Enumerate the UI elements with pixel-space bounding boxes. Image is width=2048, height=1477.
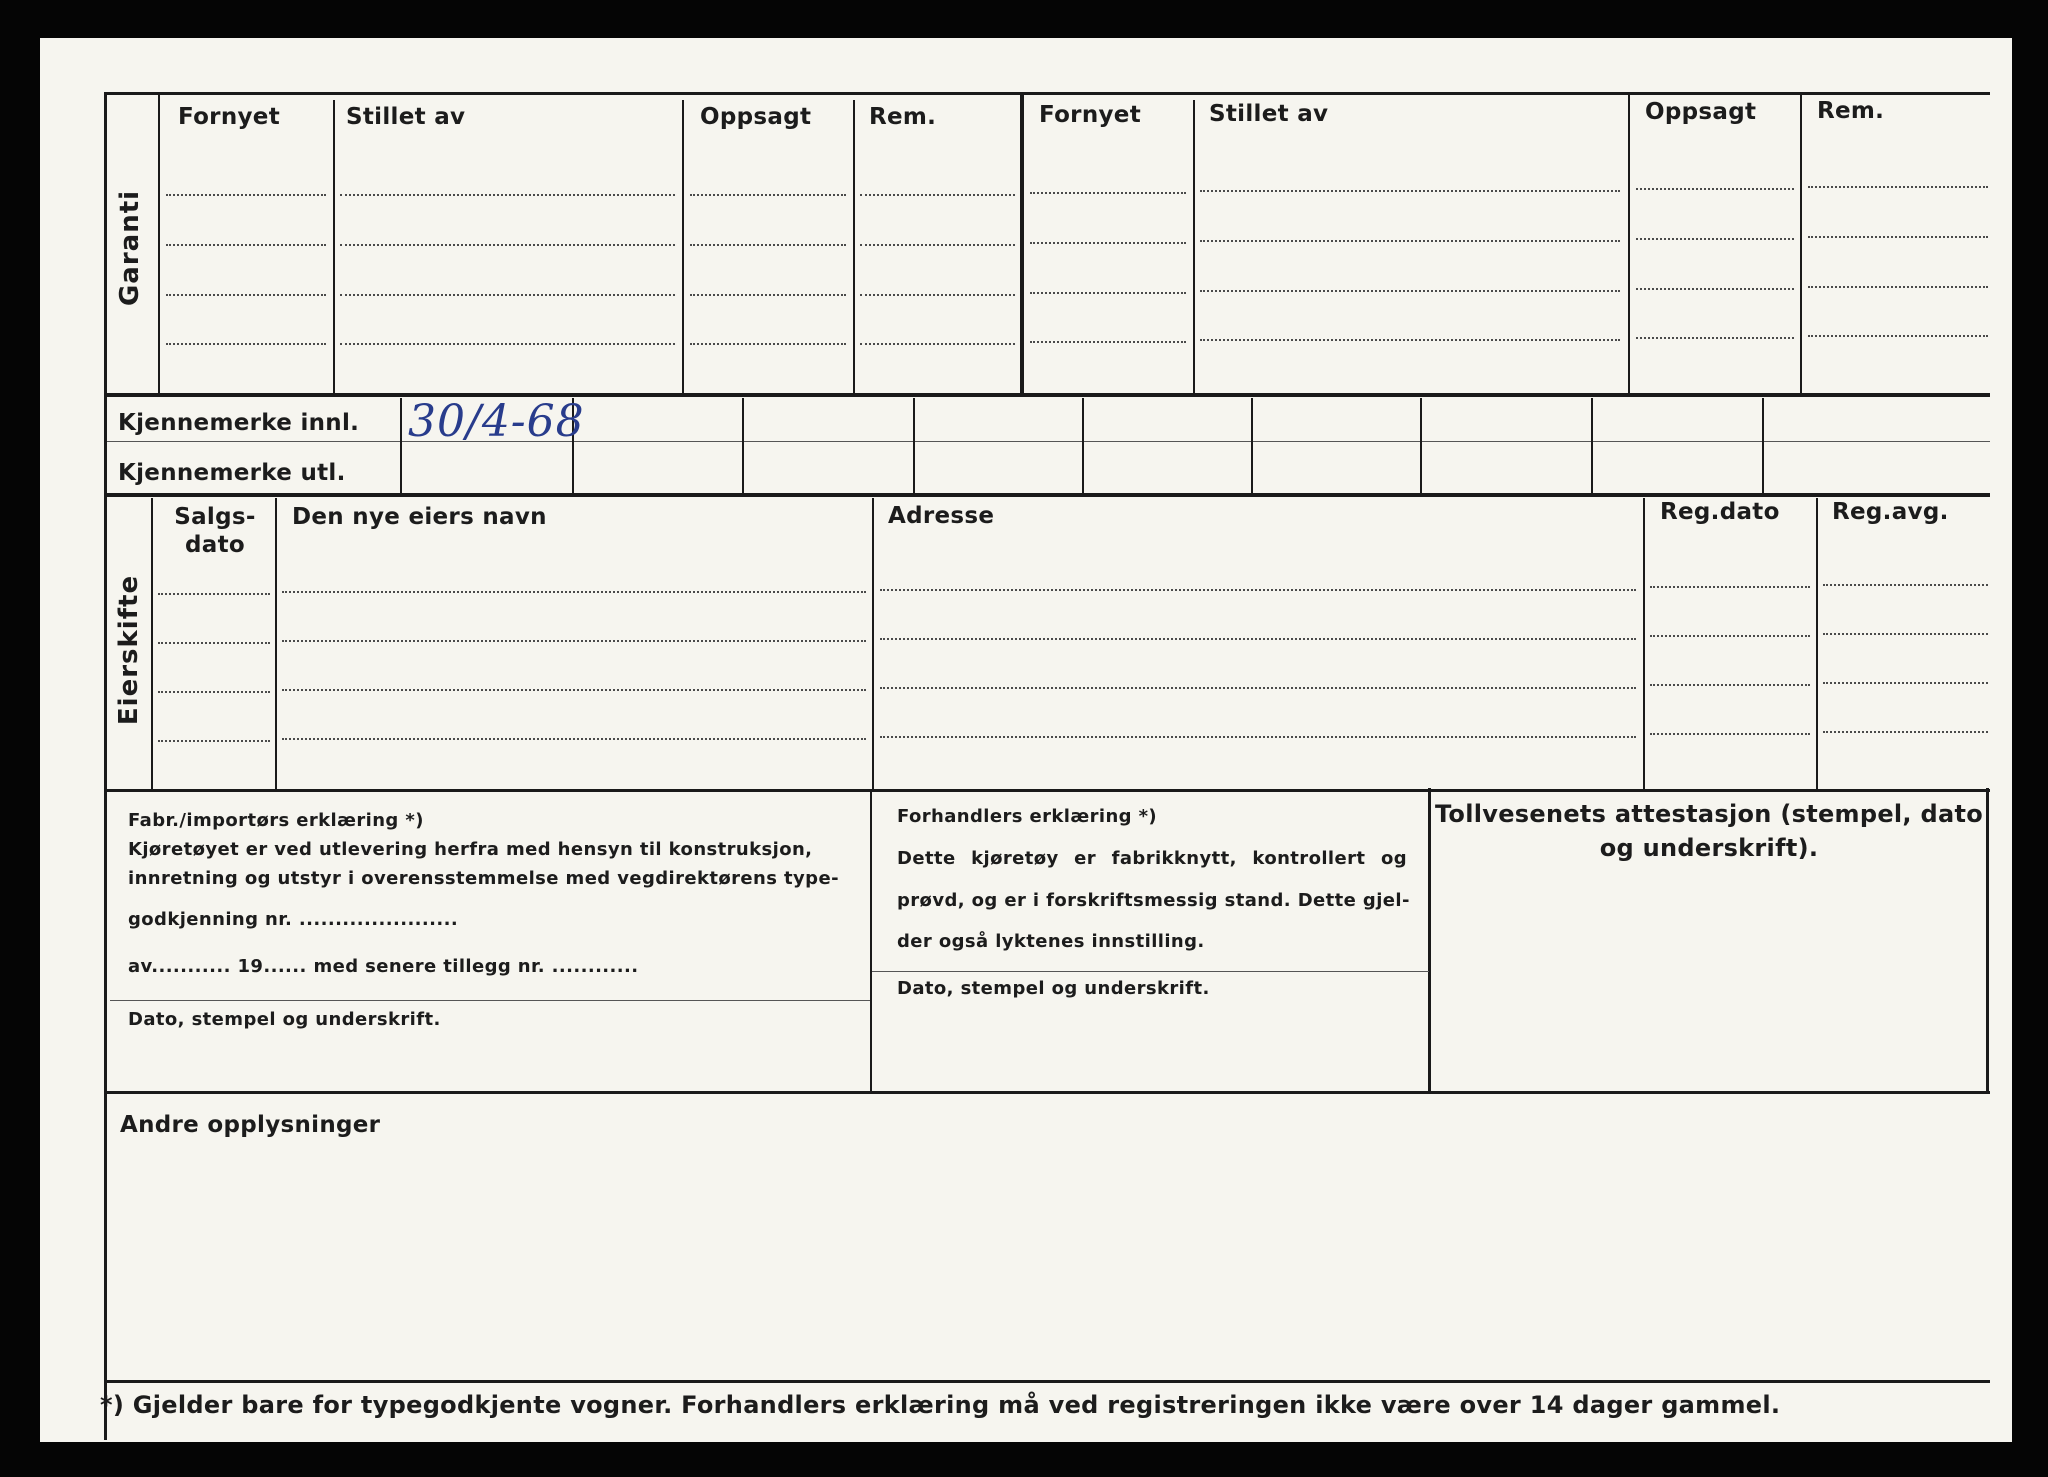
garanti-col-oppsagt-2: Oppsagt: [1645, 99, 1757, 125]
forhandler-text-line3: der også lyktenes innstilling.: [897, 931, 1205, 952]
fabrikant-text-line3: godkjenning nr. ......................: [128, 909, 459, 930]
eierskifte-col-owner-name: Den nye eiers navn: [292, 504, 547, 530]
eierskifte-col-regdato: Reg.dato: [1660, 499, 1780, 525]
registration-card: [40, 38, 2012, 1442]
garanti-col-fornyet-1: Fornyet: [178, 104, 280, 130]
forhandler-title: Forhandlers erklæring *): [897, 806, 1158, 827]
toll-text-line1: Tollvesenets attestasjon (stempel, dato: [1434, 800, 1984, 828]
eierskifte-col-regavg: Reg.avg.: [1832, 499, 1949, 525]
kjennemerke-innl-label: Kjennemerke innl.: [118, 410, 360, 436]
fabrikant-text-line4: av........... 19...... med senere tillegg nr. ............: [128, 956, 639, 977]
garanti-col-oppsagt-1: Oppsagt: [700, 104, 812, 130]
andre-opplysninger-label: Andre opplysninger: [120, 1112, 381, 1138]
kjennemerke-utl-label: Kjennemerke utl.: [118, 460, 346, 486]
garanti-col-rem-1: Rem.: [869, 104, 937, 130]
fabrikant-title: Fabr./importørs erklæring *): [128, 810, 424, 831]
garanti-col-stillet-av-2: Stillet av: [1209, 101, 1329, 127]
toll-text-line2: og underskrift).: [1599, 834, 1819, 862]
garanti-col-rem-2: Rem.: [1817, 98, 1885, 124]
eierskifte-col-salgsdato-line1: Salgs-: [174, 504, 256, 530]
forhandler-text-line1: Dette kjøretøy er fabrikknytt, kontrollert og: [897, 848, 1407, 869]
eierskifte-col-address: Adresse: [888, 503, 995, 529]
forhandler-signature-label: Dato, stempel og underskrift.: [897, 978, 1210, 999]
fabrikant-text-line1: Kjøretøyet er ved utlevering herfra med hensyn til konstruksjon,: [128, 839, 813, 860]
fabrikant-signature-label: Dato, stempel og underskrift.: [128, 1009, 441, 1030]
kjennemerke-innl-handwritten-value: 30/4-68: [408, 396, 585, 447]
garanti-col-stillet-av-1: Stillet av: [346, 104, 466, 130]
eierskifte-side-label: Eierskifte: [114, 574, 144, 726]
garanti-col-fornyet-2: Fornyet: [1039, 102, 1141, 128]
garanti-side-label: Garanti: [115, 189, 145, 307]
eierskifte-col-salgsdato-line2: dato: [185, 532, 245, 558]
footnote: *) Gjelder bare for typegodkjente vogner. Forhandlers erklæring må ved registreringen ikke være over 14 dager gammel.: [100, 1391, 1781, 1419]
forhandler-text-line2: prøvd, og er i forskriftsmessig stand. Dette gjel-: [897, 890, 1410, 911]
fabrikant-text-line2: innretning og utstyr i overensstemmelse med vegdirektørens type-: [128, 868, 839, 889]
